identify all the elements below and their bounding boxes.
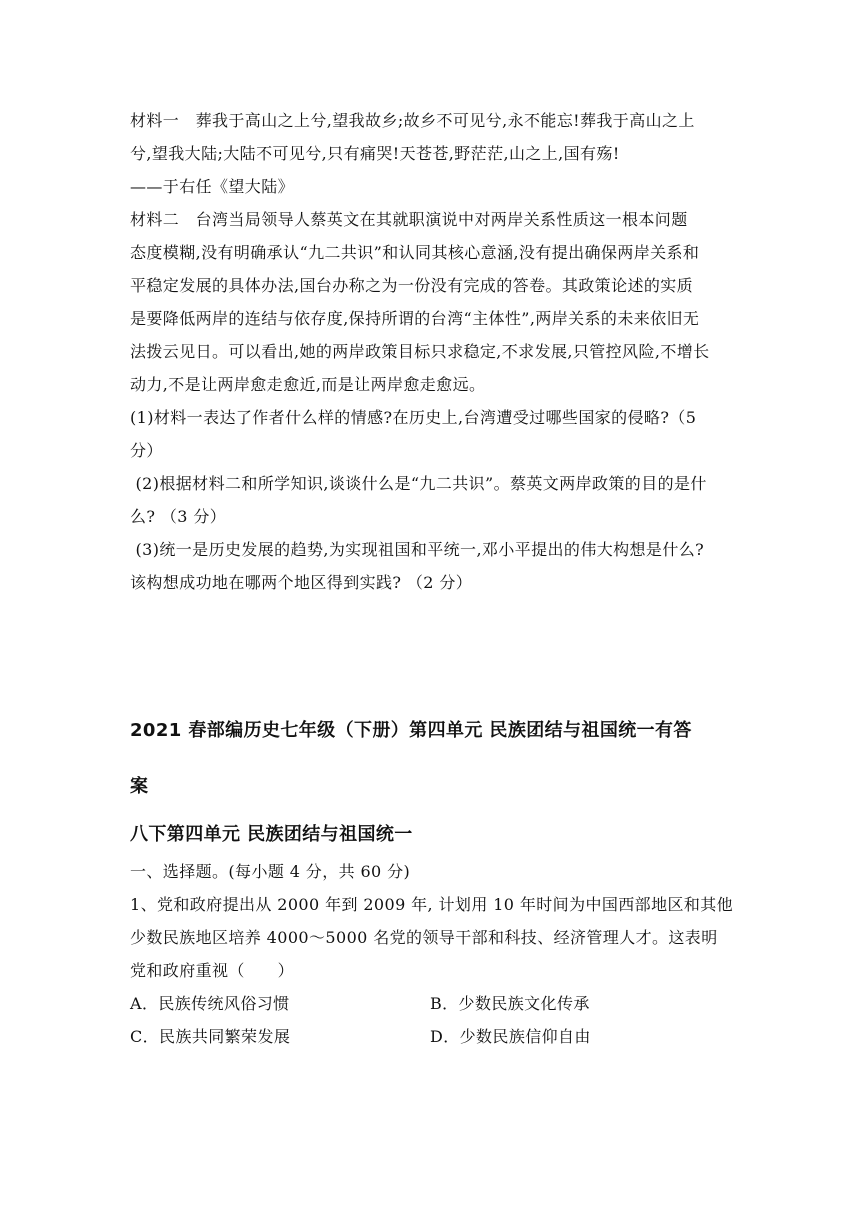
mc-question-1-line2: 少数民族地区培养 4000～5000 名党的领导干部和科技、经济管理人才。这表明	[130, 928, 718, 947]
material2-line6: 动力,不是让两岸愈走愈近,而是让两岸愈走愈远。	[130, 375, 486, 394]
material2-line5: 法拨云见日。可以看出,她的两岸政策目标只求稳定,不求发展,只管控风险,不增长	[130, 342, 710, 361]
option-a: A．民族传统风俗习惯	[130, 994, 290, 1013]
material1-line1: 材料一 葬我于高山之上兮,望我故乡;故乡不可见兮,永不能忘!葬我于高山之上	[130, 111, 695, 130]
option-b: B．少数民族文化传承	[430, 994, 590, 1013]
material1-author: ——于右任《望大陆》	[130, 177, 295, 196]
mc-question-1-line1: 1、党和政府提出从 2000 年到 2009 年, 计划用 10 年时间为中国西部地区和其他	[130, 895, 734, 914]
document-title-line2: 案	[130, 776, 149, 797]
question-2-line2: 么? （3 分）	[130, 507, 227, 526]
blank-gap	[130, 599, 750, 703]
part-heading: 一、选择题。(每小题 4 分，共 60 分)	[130, 862, 411, 881]
question-1-line2: 分）	[130, 441, 163, 460]
question-3-line2: 该构想成功地在哪两个地区得到实践? （2 分）	[130, 573, 473, 592]
document-title-line1: 2021 春部编历史七年级（下册）第四单元 民族团结与祖国统一有答	[130, 720, 692, 741]
question-1-line1: (1)材料一表达了作者什么样的情感?在历史上,台湾遭受过哪些国家的侵略?（5	[130, 408, 697, 427]
mc-options	[130, 987, 750, 1053]
material2-line3: 平稳定发展的具体办法,国台办称之为一份没有完成的答卷。其政策论述的实质	[130, 276, 694, 295]
document-page	[130, 104, 750, 1053]
material2-line2: 态度模糊,没有明确承认“九二共识”和认同其核心意涵,没有提出确保两岸关系和	[130, 243, 700, 262]
section-title: 八下第四单元 民族团结与祖国统一	[130, 824, 413, 845]
material2-line4: 是要降低两岸的连结与依存度,保持所谓的台湾“主体性”,两岸关系的未来依旧无	[130, 309, 700, 328]
option-c: C．民族共同繁荣发展	[130, 1027, 291, 1046]
mc-question-1-line3: 党和政府重视（ ）	[130, 961, 295, 980]
material1-line2: 兮,望我大陆;大陆不可见兮,只有痛哭!天苍苍,野茫茫,山之上,国有殇!	[130, 144, 620, 163]
question-2-line1: (2)根据材料二和所学知识,谈谈什么是“九二共识”。蔡英文两岸政策的目的是什	[130, 474, 707, 493]
option-d: D．少数民族信仰自由	[430, 1027, 591, 1046]
question-3-line1: (3)统一是历史发展的趋势,为实现祖国和平统一,邓小平提出的伟大构想是什么?	[130, 540, 705, 559]
material2-line1: 材料二 台湾当局领导人蔡英文在其就职演说中对两岸关系性质这一根本问题	[130, 210, 688, 229]
